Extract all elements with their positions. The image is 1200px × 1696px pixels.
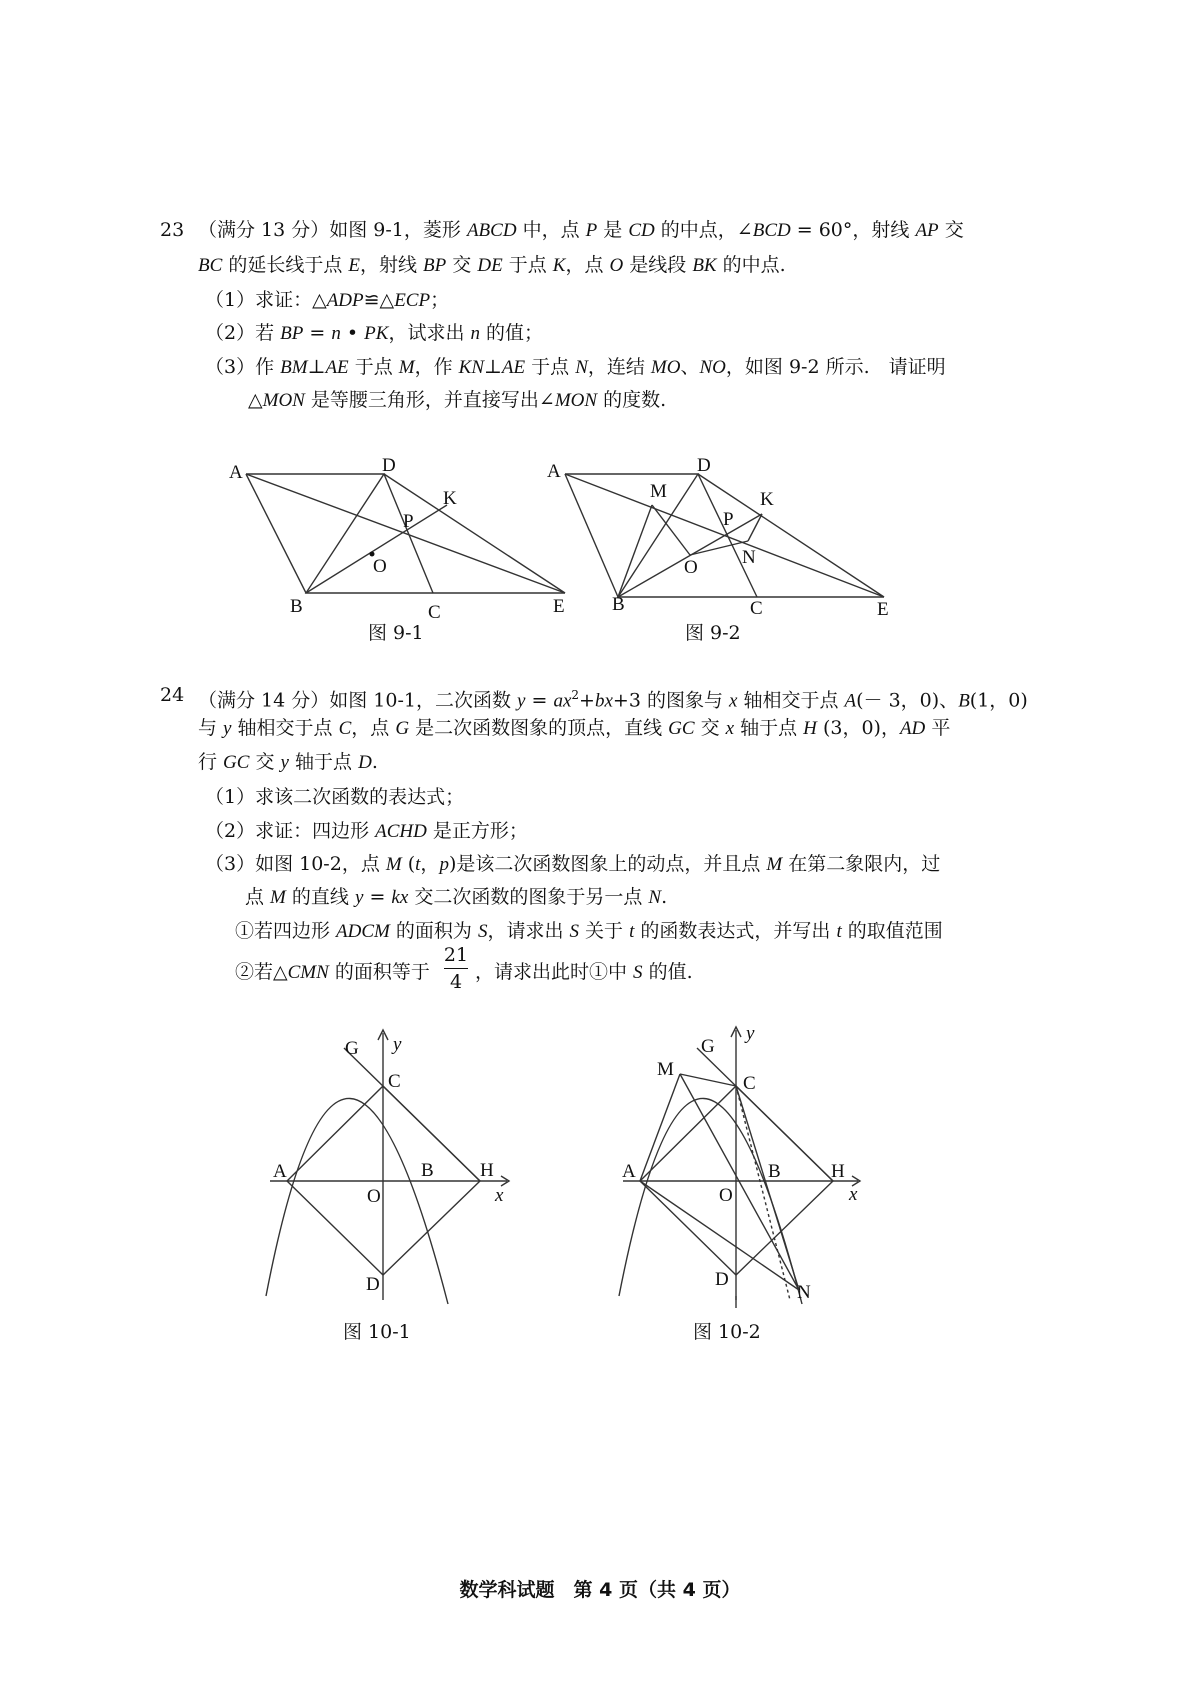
page-footer: 数学科试题 第 4 页（共 4 页） <box>459 1579 741 1601</box>
fig102-label-C: C <box>743 1073 756 1094</box>
fig101-label-B: B <box>421 1160 434 1181</box>
fig102-label-H: H <box>831 1161 845 1182</box>
fig101-label-H: H <box>480 1160 494 1181</box>
fig102-caption: 图 10-2 <box>693 1321 761 1343</box>
fig102-label-y: y <box>746 1023 755 1044</box>
q24-part2: （2）求证：四边形 ACHD 是正方形； <box>205 820 528 842</box>
fig91-label-E: E <box>553 596 565 617</box>
fig92-label-B: B <box>612 594 625 615</box>
fraction-denominator: 4 <box>449 971 463 993</box>
q24-line2: 与 y 轴相交于点 C，点 G 是二次函数图象的顶点，直线 GC 交 x 轴于点 H (3，0)，AD 平 <box>198 717 951 739</box>
fig91-label-K: K <box>443 488 457 509</box>
fig102-label-x: x <box>849 1184 858 1205</box>
fig91-label-B: B <box>290 596 303 617</box>
fig91-label-C: C <box>428 602 441 623</box>
fig101-label-O: O <box>367 1186 381 1207</box>
fig92-label-K: K <box>760 489 774 510</box>
fig102-label-D: D <box>715 1269 729 1290</box>
fig92-label-C: C <box>750 598 763 619</box>
fig101-label-A: A <box>273 1161 287 1182</box>
fig102-label-O: O <box>719 1185 733 1206</box>
q24-sub1: ①若四边形 ADCM 的面积为 S，请求出 S 关于 t 的函数表达式，并写出 t 的取值范围 <box>235 920 943 942</box>
q23-line1: （满分 13 分）如图 9-1，菱形 ABCD 中，点 P 是 CD 的中点，∠BCD = 60°，射线 AP 交 <box>198 219 964 241</box>
fig102-label-N: N <box>797 1282 811 1303</box>
fig101-label-C: C <box>388 1071 401 1092</box>
fig101-caption: 图 10-1 <box>343 1321 411 1343</box>
fig92-label-N: N <box>742 547 756 568</box>
fig102-label-G: G <box>701 1036 715 1057</box>
q24-line1: （满分 14 分）如图 10-1，二次函数 $y = ax^2+bx+3$ 的图象与 x 轴相交于点 A(－ 3，0)、B(1，0) <box>198 688 1028 712</box>
fig102-label-B: B <box>768 1161 781 1182</box>
q23-number: 23 <box>160 219 185 241</box>
fig101-label-x: x <box>495 1185 504 1206</box>
q23-part3-cont: △MON 是等腰三角形，并直接写出∠MON 的度数. <box>248 389 667 411</box>
fig92-label-M: M <box>650 481 667 502</box>
q23-part2: （2）若 BP = n • PK，试求出 n 的值； <box>205 322 544 344</box>
fig102-label-M: M <box>657 1059 674 1080</box>
fig101-label-D: D <box>366 1274 380 1295</box>
fig92-label-D: D <box>697 455 711 476</box>
q24-part1: （1）求该二次函数的表达式； <box>205 786 465 808</box>
fig92-label-P: P <box>723 509 734 530</box>
q24-sub2-b: ，请求出此时①中 S 的值. <box>475 961 693 983</box>
q23-part1: （1）求证：△ADP≌△ECP； <box>205 289 450 311</box>
fig92-label-A: A <box>547 461 561 482</box>
fig91-label-P: P <box>403 511 414 532</box>
fig92-caption: 图 9-2 <box>685 622 741 644</box>
fig91-label-O: O <box>373 556 387 577</box>
fig102-label-A: A <box>622 1161 636 1182</box>
fig91-label-A: A <box>229 462 243 483</box>
fig91-caption: 图 9-1 <box>368 622 424 644</box>
fig92-label-O: O <box>684 557 698 578</box>
fig92-label-E: E <box>877 599 889 620</box>
q24-part3-cont: 点 M 的直线 y = kx 交二次函数的图象于另一点 N. <box>245 886 668 908</box>
fig101-label-y: y <box>393 1034 402 1055</box>
q24-part3: （3）如图 10-2，点 M (t，p)是该二次函数图象上的动点，并且点 M 在第二象限内，过 <box>205 853 941 875</box>
q24-number: 24 <box>160 684 185 706</box>
q23-part3: （3）作 BM⊥AE 于点 M，作 KN⊥AE 于点 N，连结 MO、NO，如图 9-2 所示. 请证明 <box>205 356 946 378</box>
fig101-label-G: G <box>345 1038 359 1059</box>
fraction-numerator: 21 <box>443 944 469 966</box>
q24-sub2-a: ②若△CMN 的面积等于 <box>235 961 430 983</box>
q24-line3: 行 GC 交 y 轴于点 D. <box>198 751 378 773</box>
fig91-label-D: D <box>382 455 396 476</box>
q23-line2: BC 的延长线于点 E，射线 BP 交 DE 于点 K，点 O 是线段 BK 的中点. <box>198 254 786 276</box>
